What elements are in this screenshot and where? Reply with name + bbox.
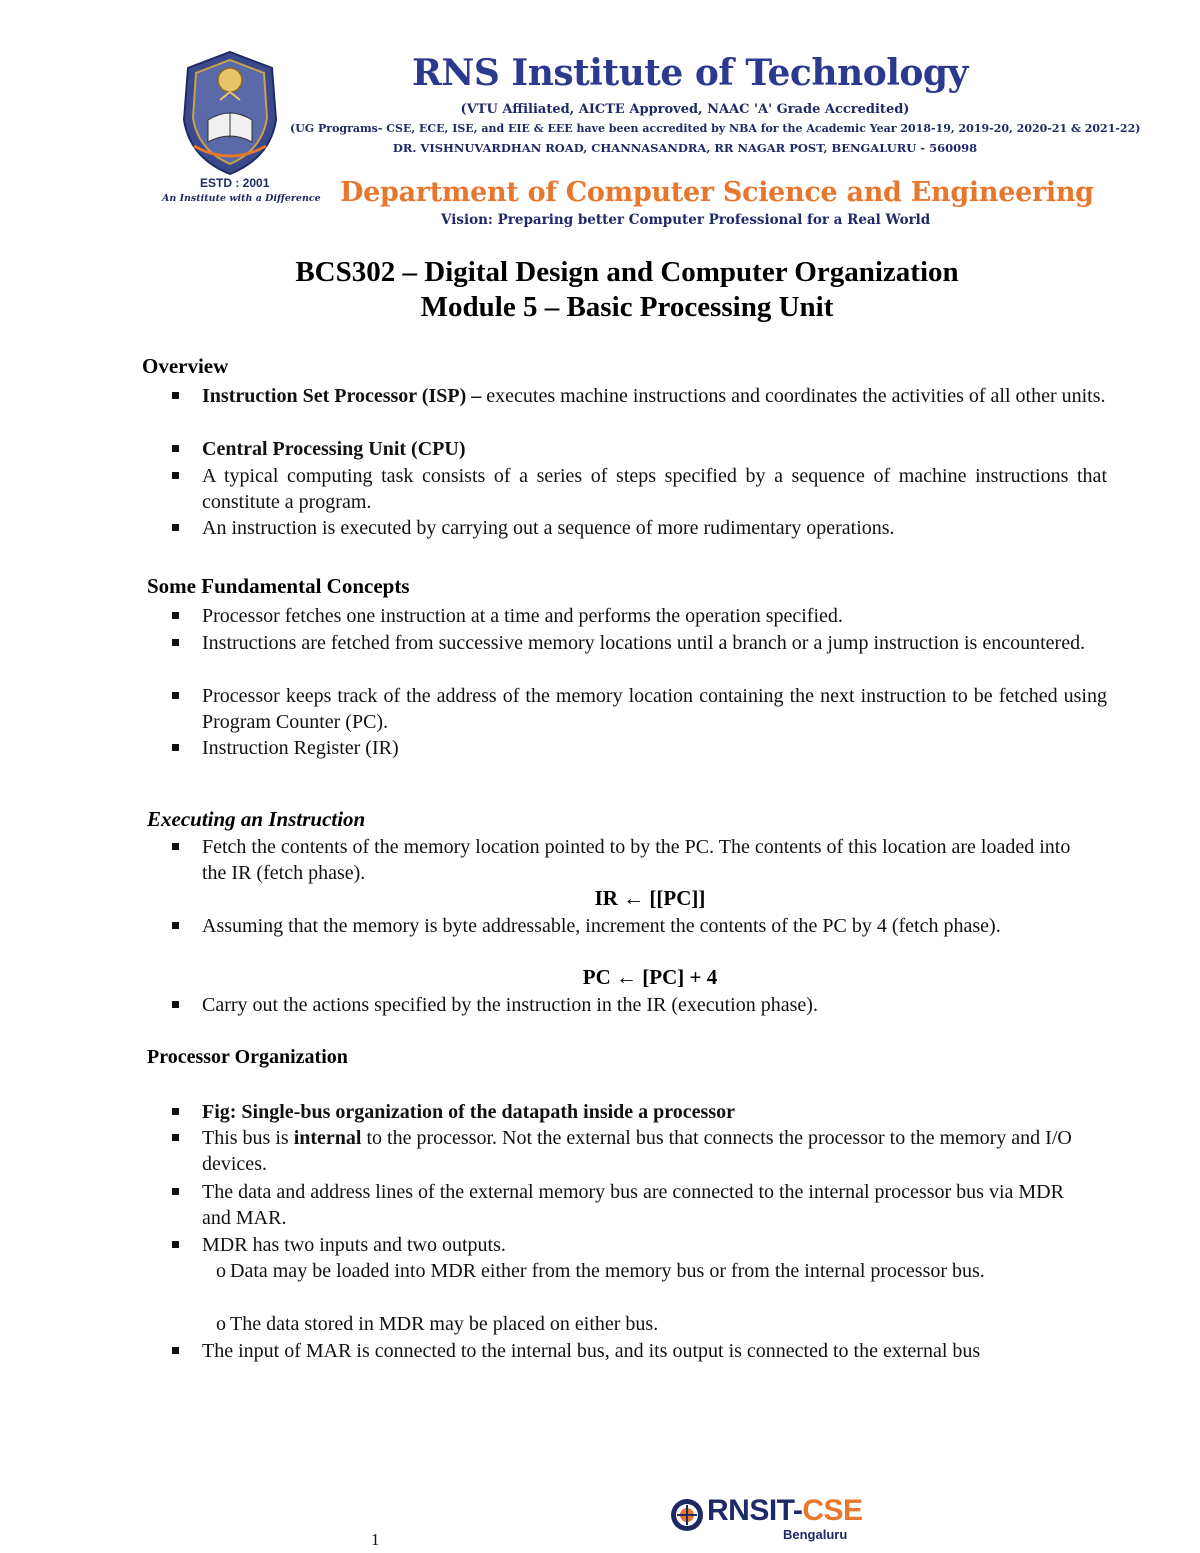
bullet-icon	[172, 639, 179, 646]
list-item-text: A typical computing task consists of a series of steps specified by a sequence of machine instructions that constitute a program.	[202, 465, 1107, 513]
list-item-text: Fetch the contents of the memory location pointed to by the PC. The contents of this location are loaded into the IR (fetch phase).	[202, 836, 1071, 884]
list-item-text: The data and address lines of the external memory bus are connected to the internal processor bus via MDR and MAR.	[202, 1181, 1064, 1229]
list-item	[172, 834, 1077, 886]
footer-brand-accent: CSE	[802, 1494, 863, 1527]
footer-emblem-icon	[669, 1497, 705, 1533]
page-number: 1	[371, 1530, 380, 1549]
sub-list-item	[216, 1311, 1096, 1337]
list-item	[172, 630, 1107, 656]
bullet-icon	[172, 1241, 179, 1248]
section-heading-processor-org: Processor Organization	[147, 1046, 348, 1068]
list-item-text: This bus is	[202, 1127, 294, 1149]
sub-list-item-text: Data may be loaded into MDR either from the memory bus or from the internal processor bus.	[230, 1260, 985, 1282]
institute-address: DR. VISHNUVARDHAN ROAD, CHANNASANDRA, RR NAGAR POST, BENGALURU - 560098	[392, 141, 978, 155]
established-year: ESTD : 2001	[200, 176, 270, 190]
bullet-icon	[172, 612, 179, 619]
bullet-icon	[172, 1108, 179, 1115]
list-item	[172, 683, 1107, 735]
footer-brand	[707, 1494, 863, 1528]
bullet-icon	[172, 524, 179, 531]
list-item-text: The input of MAR is connected to the internal bus, and its output is connected to the external bus	[202, 1340, 981, 1362]
isp-description: executes machine instructions and coordinates the activities of all other units.	[481, 385, 1106, 407]
list-item	[172, 1125, 1077, 1177]
list-item	[172, 1338, 1077, 1364]
list-item	[172, 436, 1107, 462]
bullet-icon	[172, 1347, 179, 1354]
bullet-icon	[172, 692, 179, 699]
list-item-text: Processor fetches one instruction at a time and performs the operation specified.	[202, 605, 843, 627]
bullet-icon	[172, 1001, 179, 1008]
list-item	[172, 1179, 1092, 1231]
institute-affiliation: (VTU Affiliated, AICTE Approved, NAAC 'A' Grade Accredited)	[460, 102, 910, 117]
list-item-text: MDR has two inputs and two outputs.	[202, 1234, 506, 1256]
footer-brand-main: RNSIT-	[707, 1494, 803, 1527]
section-heading-fundamentals: Some Fundamental Concepts	[147, 574, 410, 598]
list-item	[172, 735, 1107, 761]
bullet-icon	[172, 472, 179, 479]
bullet-icon	[172, 1134, 179, 1141]
sub-bullet-icon: o	[216, 1260, 226, 1282]
institute-name: RNS Institute of Technology	[412, 52, 968, 94]
list-item-text: Assuming that the memory is byte addressable, increment the contents of the PC by 4 (fetch phase).	[202, 915, 1001, 937]
list-item	[172, 603, 1107, 629]
module-title: Module 5 – Basic Processing Unit	[420, 291, 834, 323]
bullet-icon	[172, 843, 179, 850]
section-heading-overview: Overview	[142, 354, 229, 378]
formula-increment: PC ← [PC] + 4	[582, 965, 718, 989]
department-name: Department of Computer Science and Engineering	[340, 177, 1094, 208]
institute-tagline: An Institute with a Difference	[162, 193, 321, 204]
list-item-text: Carry out the actions specified by the instruction in the IR (execution phase).	[202, 994, 818, 1016]
sub-bullet-icon: o	[216, 1313, 226, 1335]
footer-city: Bengaluru	[783, 1527, 848, 1542]
course-title: BCS302 – Digital Design and Computer Organization	[295, 256, 959, 288]
list-item-text: Instructions are fetched from successive memory locations until a branch or a jump instruction is encountered.	[202, 632, 1086, 654]
bullet-icon	[172, 922, 179, 929]
list-item-text: An instruction is executed by carrying out a sequence of more rudimentary operations.	[202, 517, 895, 539]
list-item	[172, 1099, 1107, 1125]
bullet-icon	[172, 744, 179, 751]
list-item	[172, 463, 1107, 515]
ug-programs-accreditation: (UG Programs- CSE, ECE, ISE, and EIE & EEE have been accredited by NBA for the Academic Year 2018-19, 2019-20, 2020-21 & 2021-22)	[290, 122, 1141, 135]
list-item	[172, 383, 1107, 409]
figure-caption: Fig: Single-bus organization of the datapath inside a processor	[202, 1101, 735, 1123]
formula-fetch: IR ← [[PC]]	[594, 886, 706, 910]
section-heading-executing: Executing an Instruction	[147, 807, 366, 831]
term-cpu: Central Processing Unit (CPU)	[202, 438, 466, 460]
list-item	[172, 992, 1107, 1018]
sub-list-item	[216, 1258, 1096, 1284]
term-isp: Instruction Set Processor (ISP) –	[202, 385, 482, 407]
list-item	[172, 1232, 1107, 1258]
list-item-text: Processor keeps track of the address of the memory location containing the next instruction to be fetched using Program Counter (PC).	[202, 685, 1107, 733]
list-item	[172, 913, 1077, 939]
list-item-text: to the processor. Not the external bus that connects the processor to the memory and I/O devices.	[202, 1127, 1072, 1175]
list-item	[172, 515, 1107, 541]
term-internal: internal	[293, 1127, 362, 1149]
bullet-icon	[172, 445, 179, 452]
bullet-icon	[172, 392, 179, 399]
department-vision: Vision: Preparing better Computer Professional for a Real World	[441, 212, 931, 228]
bullet-icon	[172, 1188, 179, 1195]
sub-list-item-text: The data stored in MDR may be placed on either bus.	[230, 1313, 659, 1335]
list-item-text: Instruction Register (IR)	[202, 737, 399, 759]
